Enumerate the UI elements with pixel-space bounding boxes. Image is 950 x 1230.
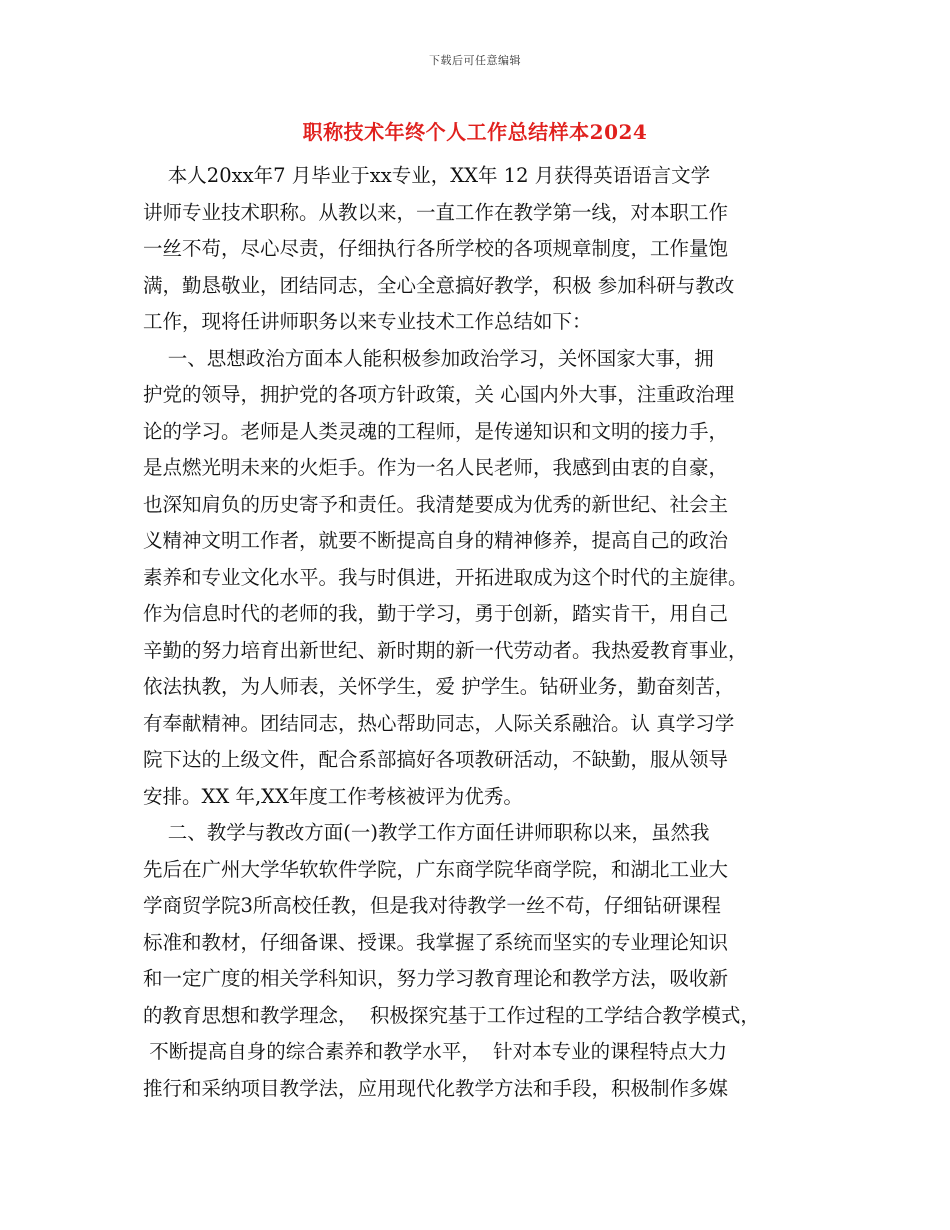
body-text-line: 素养和专业文化水平。我与时俱进，开拓进取成为这个时代的主旋律。 [143,565,748,589]
body-text-line: 和一定广度的相关学科知识，努力学习教育理论和教学方法，吸收新 [143,967,729,990]
body-text-line: 不断提高自身的综合素养和教学水平， 针对本专业的课程特点大力 [143,1040,728,1063]
body-text-line: 护党的领导，拥护党的各项方针政策，关 心国内外大事，注重政治理 [143,383,735,406]
body-text-line: 有奉献精神。团结同志，热心帮助同志，人际关系融洽。认 真学习学 [143,711,735,735]
body-text-line: 满，勤恳敬业，团结同志，全心全意搞好教学，积极 参加科研与教改 [143,273,735,297]
page-header-note: 下载后可任意编辑 [429,54,521,67]
body-text-line: 标准和教材，仔细备课、授课。我掌握了系统而坚实的专业理论知识 [143,930,729,954]
body-text-line: 学商贸学院3所高校任教，但是我对待教学一丝不苟，仔细钻研课程 [143,894,721,917]
body-text-line: 院下达的上级文件，配合系部搞好各项教研活动，不缺勤，服从领导 [143,748,729,771]
body-text-line: 的教育思想和教学理念， 积极探究基于工作过程的工学结合教学模式， [143,1003,760,1027]
document-body [143,158,808,1107]
body-text-line: 安排。XX 年,XX年度工作考核被评为优秀。 [143,784,523,808]
body-text-line: 依法执教，为人师表，关怀学生，爱 护学生。钻研业务，勤奋刻苦， [143,675,735,698]
body-text-line: 也深知肩负的历史寄予和责任。我清楚要成为优秀的新世纪、社会主 [143,492,729,516]
body-text-line: 工作，现将任讲师职务以来专业技术工作总结如下： [143,310,592,333]
body-text-line: 辛勤的努力培育出新世纪、新时期的新一代劳动者。我热爱教育事业， [143,638,748,662]
body-text-line: 义精神文明工作者，就要不断提高自身的精神修养，提高自己的政治 [143,529,729,552]
body-text-line: 先后在广州大学华软软件学院，广东商学院华商学院，和湖北工业大 [143,857,729,881]
body-text-line: 是点燃光明未来的火炬手。作为一名人民老师，我感到由衷的自豪， [143,456,729,479]
body-text-line: 二、教学与教改方面(一)教学工作方面任讲师职称以来，虽然我 [143,821,710,844]
body-text-line: 作为信息时代的老师的我，勤于学习，勇于创新，踏实肯干，用自己 [143,602,729,625]
body-text-line: 本人20xx年7 月毕业于xx专业，XX年 12 月获得英语语言文学 [143,164,711,187]
body-text-line: 一、思想政治方面本人能积极参加政治学习，关怀国家大事，拥 [143,346,714,370]
body-text-line: 论的学习。老师是人类灵魂的工程师，是传递知识和文明的接力手， [143,419,729,443]
body-text-line: 一丝不苟，尽心尽责，仔细执行各所学校的各项规章制度，工作量饱 [143,237,729,260]
body-text-line: 推行和采纳项目教学法，应用现代化教学方法和手段，积极制作多媒 [143,1076,729,1100]
body-text-line: 讲师专业技术职称。从教以来，一直工作在教学第一线，对本职工作 [143,200,729,224]
document-title: 职称技术年终个人工作总结样本2024 [302,120,648,144]
